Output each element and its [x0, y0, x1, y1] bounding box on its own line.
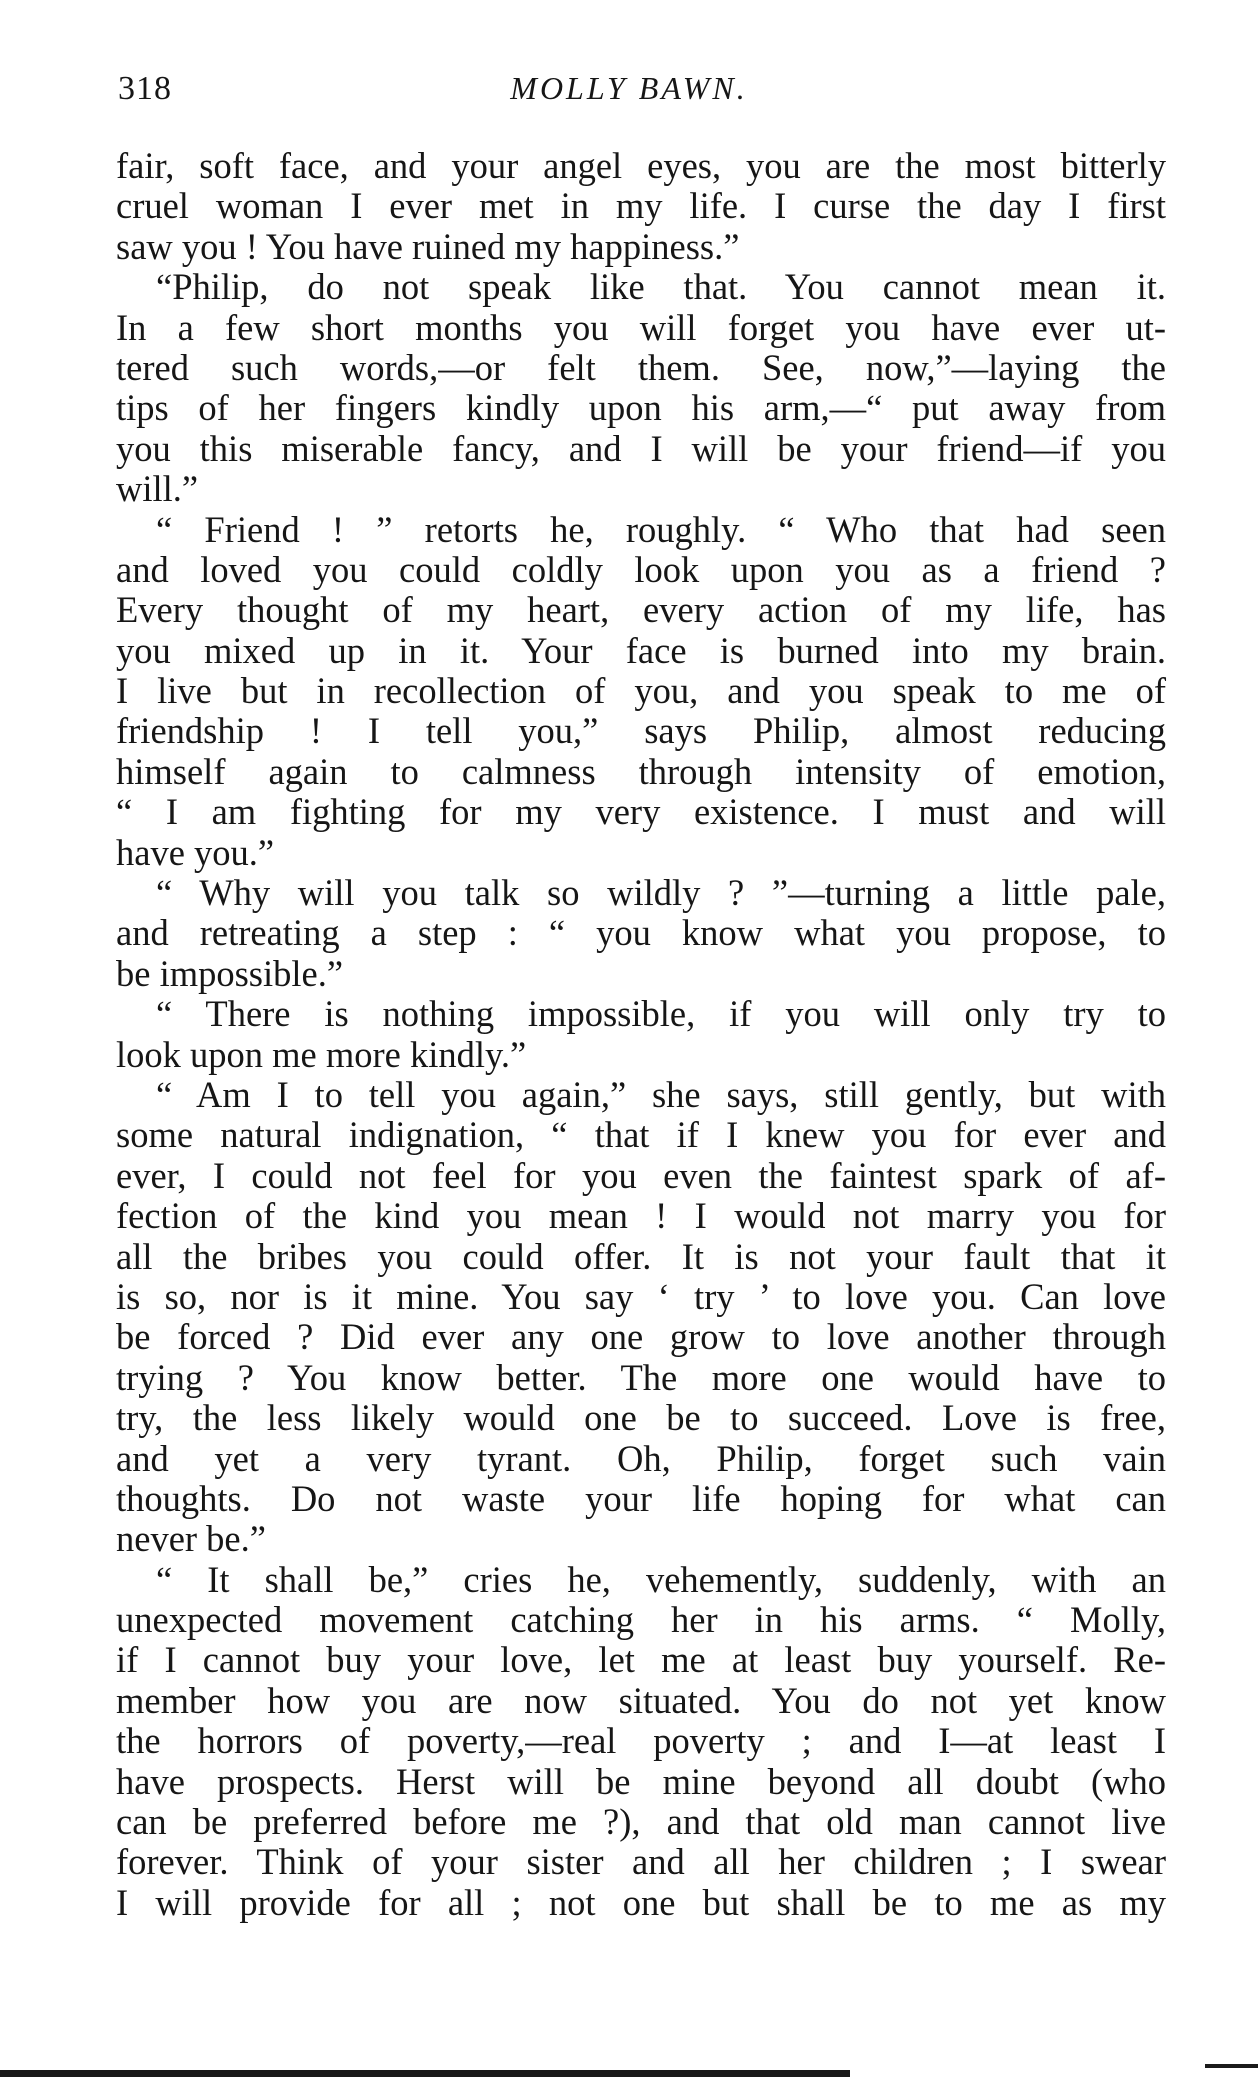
- text-line: be impossible.”: [116, 952, 344, 994]
- text-line: forever. Think of your sister and all her children ; I swear: [116, 1841, 1166, 1883]
- text-line: thoughts. Do not waste your life hoping for what can: [116, 1477, 1166, 1519]
- text-line: if I cannot buy your love, let me at least buy yourself. Re-: [116, 1639, 1166, 1681]
- text-line: In a few short months you will forget you have ever ut-: [116, 306, 1166, 348]
- text-line: never be.”: [116, 1518, 266, 1560]
- text-line: “ Am I to tell you again,” she says, still gently, but with: [156, 1073, 1166, 1115]
- text-line: Every thought of my heart, every action of my life, has: [116, 589, 1166, 631]
- text-line: “ It shall be,” cries he, vehemently, suddenly, with an: [156, 1558, 1166, 1600]
- text-line: tered such words,—or felt them. See, now,”—laying the: [116, 346, 1166, 388]
- text-line: “ There is nothing impossible, if you will only try to: [156, 993, 1166, 1035]
- text-line: I will provide for all ; not one but shall be to me as my: [116, 1881, 1166, 1923]
- body-text: [116, 146, 1166, 1923]
- text-line: be forced ? Did ever any one grow to love another through: [116, 1316, 1166, 1358]
- text-line: and loved you could coldly look upon you as a friend ?: [116, 548, 1166, 590]
- text-line: cruel woman I ever met in my life. I curse the day I first: [116, 185, 1166, 227]
- text-line: fair, soft face, and your angel eyes, you are the most bitterly: [116, 145, 1166, 186]
- text-line: all the bribes you could offer. It is not your fault that it: [116, 1235, 1166, 1277]
- bottom-rule: [0, 2070, 850, 2077]
- text-line: and yet a very tyrant. Oh, Philip, forget such vain: [116, 1437, 1166, 1479]
- text-line: fection of the kind you mean ! I would not marry you for: [116, 1195, 1166, 1237]
- text-line: the horrors of poverty,—real poverty ; and I—at least I: [116, 1720, 1166, 1762]
- page-number: 318: [118, 70, 172, 107]
- text-line: is so, nor is it mine. You say ‘ try ’ to love you. Can love: [116, 1275, 1166, 1317]
- text-line: will.”: [116, 468, 199, 510]
- text-line: I live but in recollection of you, and you speak to me of: [116, 670, 1166, 712]
- text-line: member how you are now situated. You do not yet know: [116, 1679, 1166, 1721]
- text-line: have you.”: [116, 831, 275, 873]
- text-line: “ Friend ! ” retorts he, roughly. “ Who that had seen: [156, 508, 1166, 550]
- text-line: friendship ! I tell you,” says Philip, almost reducing: [116, 710, 1166, 752]
- text-line: “ I am fighting for my very existence. I must and will: [116, 791, 1166, 833]
- text-line: saw you ! You have ruined my happiness.”: [116, 225, 740, 267]
- text-line: trying ? You know better. The more one would have to: [116, 1356, 1166, 1398]
- text-line: himself again to calmness through intensity of emotion,: [116, 750, 1166, 792]
- text-line: tips of her fingers kindly upon his arm,—“ put away from: [116, 387, 1166, 429]
- text-line: look upon me more kindly.”: [116, 1033, 527, 1075]
- text-line: “ Why will you talk so wildly ? ”—turning a little pale,: [156, 872, 1166, 914]
- text-line: you mixed up in it. Your face is burned into my brain.: [116, 629, 1166, 671]
- bottom-rule-edge: [1205, 2064, 1258, 2068]
- text-line: unexpected movement catching her in his arms. “ Molly,: [116, 1599, 1166, 1641]
- running-title: MOLLY BAWN.: [510, 70, 748, 106]
- text-line: some natural indignation, “ that if I knew you for ever and: [116, 1114, 1166, 1156]
- text-line: have prospects. Herst will be mine beyond all doubt (who: [116, 1760, 1166, 1802]
- text-line: try, the less likely would one be to succeed. Love is free,: [116, 1397, 1166, 1439]
- text-line: ever, I could not feel for you even the faintest spark of af-: [116, 1154, 1166, 1196]
- text-line: you this miserable fancy, and I will be your friend—if you: [116, 427, 1166, 469]
- text-line: “Philip, do not speak like that. You cannot mean it.: [156, 266, 1166, 308]
- text-line: and retreating a step : “ you know what you propose, to: [116, 912, 1166, 954]
- text-line: can be preferred before me ?), and that old man cannot live: [116, 1801, 1166, 1843]
